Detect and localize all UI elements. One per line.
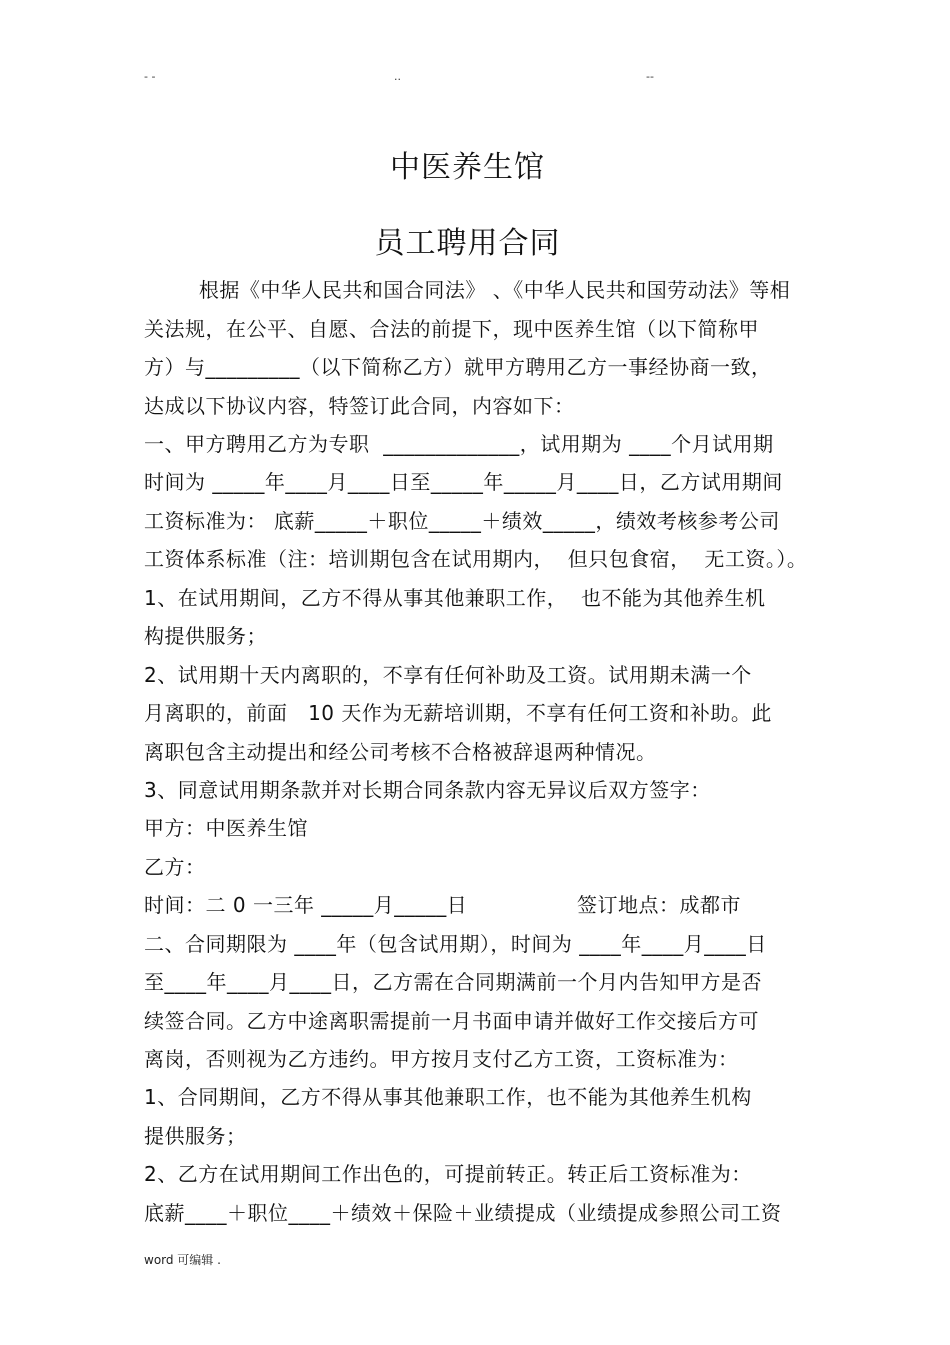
body-line: 月离职的，前面 10 天作为无薪培训期，不享有任何工资和补助。此	[144, 701, 772, 725]
body-line: 时间为 _____年____月____日至_____年_____月____日，乙方试用期间	[144, 470, 783, 494]
header-right-mark: --	[646, 70, 654, 83]
document-title: 中医养生馆	[390, 150, 545, 185]
body-line: 离岗，否则视为乙方违约。甲方按月支付乙方工资，工资标准为：	[144, 1047, 739, 1071]
body-line: 工资体系标准（注：培训期包含在试用期内， 但只包食宿， 无工资。）。	[144, 547, 808, 571]
body-line: 工资标准为： 底薪_____＋职位_____＋绩效_____，绩效考核参考公司	[144, 509, 780, 533]
body-line: 离职包含主动提出和经公司考核不合格被辞退两种情况。	[144, 740, 657, 764]
document-subtitle: 员工聘用合同	[374, 226, 561, 261]
body-line: 底薪____＋职位____＋绩效＋保险＋业绩提成（业绩提成参照公司工资	[144, 1201, 782, 1225]
body-line: 续签合同。乙方中途离职需提前一月书面申请并做好工作交接后方可	[144, 1009, 759, 1033]
date-location-line: 时间：二 0 一三年 _____月_____日 签订地点：成都市	[144, 893, 742, 917]
body-line: 2、乙方在试用期间工作出色的，可提前转正。转正后工资标准为：	[144, 1162, 752, 1186]
body-line: 3、同意试用期条款并对长期合同条款内容无异议后双方签字：	[144, 778, 711, 802]
body-line: 1、在试用期间，乙方不得从事其他兼职工作， 也不能为其他养生机	[144, 586, 766, 610]
body-line: 二、合同期限为 ____年（包含试用期），时间为 ____年____月____日	[144, 932, 767, 956]
body-line: 1、合同期间，乙方不得从事其他兼职工作，也不能为其他养生机构	[144, 1085, 752, 1109]
body-line: 根据《中华人民共和国合同法》 、《中华人民共和国劳动法》等相	[144, 278, 791, 302]
body-line: 至____年____月____日，乙方需在合同期满前一个月内告知甲方是否	[144, 970, 762, 994]
header-left-mark: - -	[144, 70, 156, 83]
party-b-line: 乙方：	[144, 855, 206, 879]
body-line: 方）与_________（以下简称乙方）就甲方聘用乙方一事经协商一致，	[144, 355, 772, 379]
body-line: 一、甲方聘用乙方为专职 _____________，试用期为 ____个月试用期	[144, 432, 774, 456]
body-line: 提供服务；	[144, 1124, 247, 1148]
page-footer: word 可编辑 .	[144, 1253, 221, 1267]
body-line: 构提供服务；	[144, 624, 267, 648]
body-line: 2、试用期十天内离职的，不享有任何补助及工资。试用期未满一个	[144, 663, 752, 687]
body-line: 关法规，在公平、自愿、合法的前提下，现中医养生馆（以下简称甲	[144, 317, 759, 341]
party-a-line: 甲方：中医养生馆	[144, 816, 308, 840]
body-line: 达成以下协议内容，特签订此合同，内容如下：	[144, 394, 575, 418]
header-mid-mark: ..	[394, 70, 401, 83]
